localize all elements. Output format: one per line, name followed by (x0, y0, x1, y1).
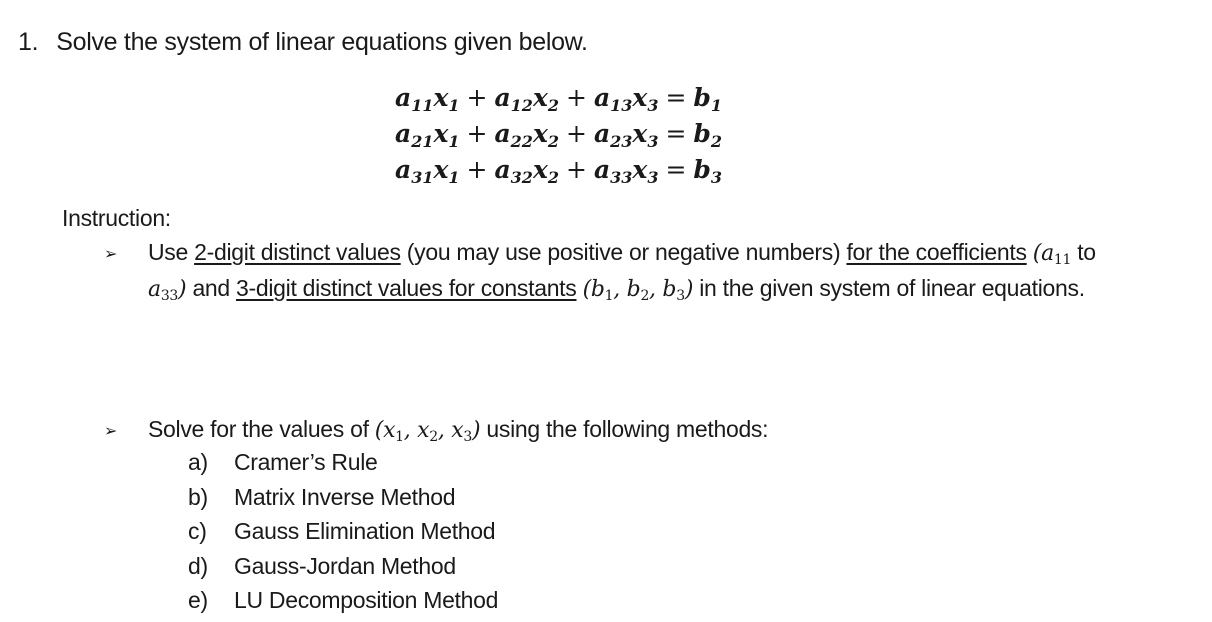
arrow-bullet-icon: ➢ (104, 246, 118, 263)
question-title: Solve the system of linear equations given below. (56, 28, 588, 56)
method-label: Gauss Elimination Method (234, 518, 496, 545)
equation-row-2: $a_{21}x_1 + a_{22}x_2 + a_{23}x_3 = b_2$ (395, 119, 723, 151)
method-label: Cramer’s Rule (234, 449, 378, 475)
equation-system (395, 80, 722, 188)
list-letter: d) (188, 552, 208, 579)
method-label: Gauss-Jordan Method (234, 552, 456, 579)
bullet-text: Solve for the values of ($x_1$, $x_2$, $x_3$) using the following methods: (148, 416, 769, 445)
list-item (188, 587, 498, 622)
instruction-label: Instruction: (62, 205, 171, 231)
question-number: 1. (18, 28, 39, 56)
list-letter: b) (188, 483, 208, 510)
question-heading (18, 28, 588, 57)
underlined-three-digit: 3-digit distinct values for constants (236, 275, 577, 301)
list-letter: e) (188, 587, 208, 614)
arrow-bullet-icon: ➢ (104, 423, 118, 440)
list-item (188, 449, 498, 484)
bullet-text: Use 2-digit distinct values (you may use positive or negative numbers) for the coefficients ($a_{11}$ to $a_{33}$) and 3-digit distinct values for constants ($b_1$, $b_2$, $b_3$) in the given system of linear equations. (148, 239, 1096, 304)
list-letter: c) (188, 518, 207, 545)
method-label: LU Decomposition Method (234, 587, 499, 614)
underlined-two-digit: 2-digit distinct values (194, 239, 401, 265)
methods-list (188, 449, 498, 622)
instruction-bullet-coefficients (104, 235, 1104, 307)
equation-row-3: $a_{31}x_1 + a_{32}x_2 + a_{33}x_3 = b_3$ (395, 155, 723, 187)
list-item (188, 518, 498, 553)
method-label: Matrix Inverse Method (234, 483, 456, 510)
underlined-coefficients: for the coefficients (846, 239, 1027, 265)
instruction-bullet-methods (104, 412, 1004, 448)
list-item (188, 553, 498, 588)
equation-row-1: $a_{11}x_1 + a_{12}x_2 + a_{13}x_3 = b_1$ (395, 83, 723, 115)
list-item (188, 484, 498, 519)
list-letter: a) (188, 449, 208, 475)
